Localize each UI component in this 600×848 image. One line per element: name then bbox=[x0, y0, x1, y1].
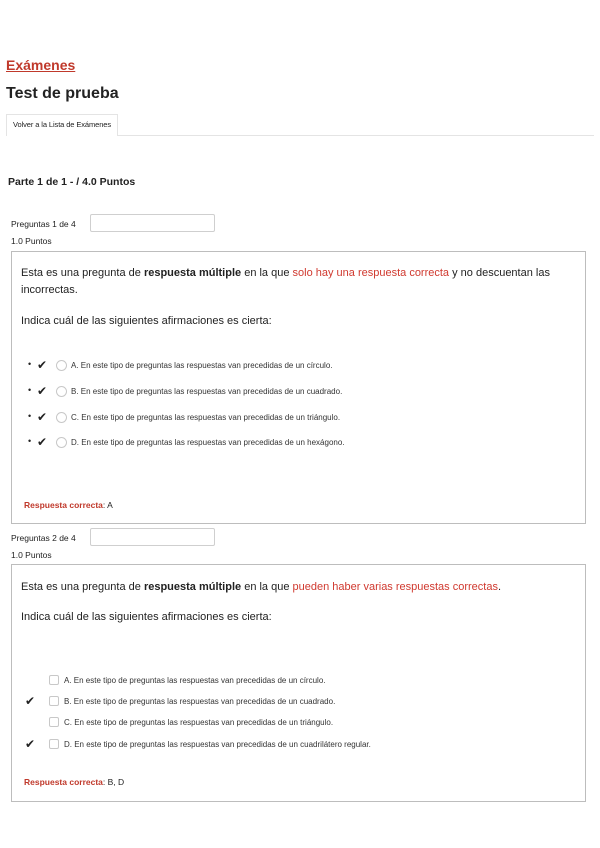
checkbox[interactable] bbox=[49, 696, 59, 706]
question-jump-input[interactable] bbox=[90, 528, 215, 546]
question-instruction: Indica cuál de las siguientes afirmaciones es cierta: bbox=[21, 611, 272, 623]
page-title: Test de prueba bbox=[6, 85, 119, 102]
question-points: 1.0 Puntos bbox=[11, 236, 52, 246]
bullet-icon: • bbox=[28, 436, 32, 446]
answer-option-label: A. En este tipo de preguntas las respuestas van precedidas de un círculo. bbox=[64, 676, 326, 685]
radio-button[interactable] bbox=[56, 360, 67, 371]
correct-answer: Respuesta correcta: B, D bbox=[24, 777, 125, 787]
check-icon: ✔ bbox=[37, 358, 48, 372]
bullet-icon: • bbox=[28, 411, 32, 421]
answer-option-label: B. En este tipo de preguntas las respuestas van precedidas de un cuadrado. bbox=[71, 387, 343, 396]
part-title: Parte 1 de 1 - / 4.0 Puntos bbox=[8, 176, 136, 188]
bullet-icon: • bbox=[28, 359, 32, 369]
tab-bar bbox=[6, 114, 594, 136]
check-icon: ✔ bbox=[37, 384, 48, 398]
radio-button[interactable] bbox=[56, 437, 67, 448]
answer-option-label: B. En este tipo de preguntas las respuestas van precedidas de un cuadrado. bbox=[64, 697, 336, 706]
question-statement: Esta es una pregunta de respuesta múltiple en la que pueden haber varias respuestas correctas. bbox=[21, 581, 502, 593]
question-card bbox=[11, 251, 586, 524]
answer-option-label: C. En este tipo de preguntas las respuestas van precedidas de un triángulo. bbox=[71, 413, 341, 422]
question-points: 1.0 Puntos bbox=[11, 550, 52, 560]
check-icon: ✔ bbox=[25, 694, 36, 708]
check-icon: ✔ bbox=[37, 435, 48, 449]
question-counter-label: Preguntas 2 de 4 bbox=[11, 533, 76, 543]
question-counter-label: Preguntas 1 de 4 bbox=[11, 219, 76, 229]
check-icon: ✔ bbox=[37, 410, 48, 424]
answer-option-label: D. En este tipo de preguntas las respuestas van precedidas de un hexágono. bbox=[71, 438, 345, 447]
question-counter bbox=[11, 219, 76, 229]
breadcrumb-examenes[interactable]: Exámenes bbox=[6, 57, 76, 73]
check-icon: ✔ bbox=[25, 737, 36, 751]
question-card bbox=[11, 564, 586, 802]
checkbox[interactable] bbox=[49, 739, 59, 749]
checkbox[interactable] bbox=[49, 675, 59, 685]
question-jump-input[interactable] bbox=[90, 214, 215, 232]
question-statement: Esta es una pregunta de respuesta múltiple en la que solo hay una respuesta correcta y no descuentan las incorrectas. bbox=[21, 267, 550, 296]
radio-button[interactable] bbox=[56, 386, 67, 397]
tab-back-to-exam-list[interactable]: Volver a la Lista de Exámenes bbox=[6, 114, 118, 136]
question-instruction: Indica cuál de las siguientes afirmaciones es cierta: bbox=[21, 315, 272, 327]
answer-option-label: D. En este tipo de preguntas las respuestas van precedidas de un cuadrilátero regular. bbox=[64, 740, 371, 749]
question-counter bbox=[11, 533, 76, 543]
answer-option-label: C. En este tipo de preguntas las respuestas van precedidas de un triángulo. bbox=[64, 718, 334, 727]
answer-option-label: A. En este tipo de preguntas las respuestas van precedidas de un círculo. bbox=[71, 361, 333, 370]
radio-button[interactable] bbox=[56, 412, 67, 423]
correct-answer: Respuesta correcta: A bbox=[24, 500, 113, 510]
checkbox[interactable] bbox=[49, 717, 59, 727]
bullet-icon: • bbox=[28, 385, 32, 395]
